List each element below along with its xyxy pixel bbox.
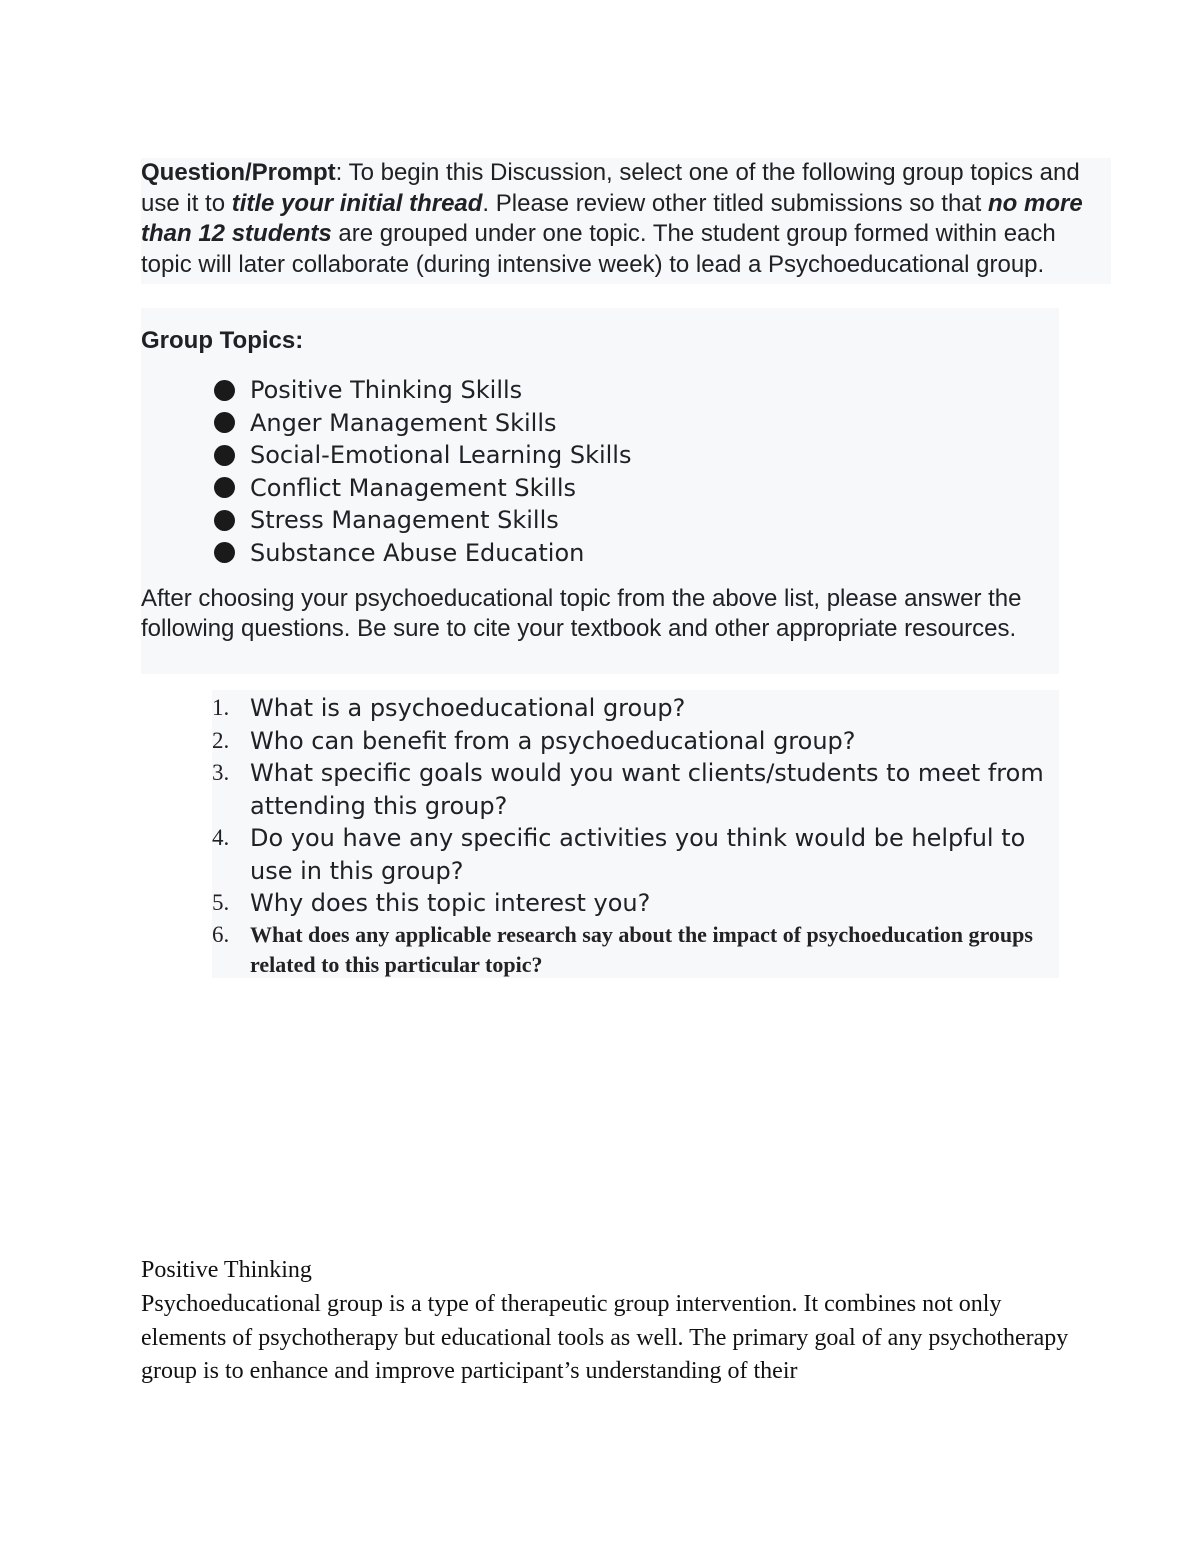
bullet-icon [214,510,235,531]
list-item [212,757,1062,822]
bullet-icon [214,477,235,498]
answer-heading: Positive Thinking [141,1257,312,1283]
prompt-text: To begin this Discussion, select one of the following group topics and use it to [141,159,1080,217]
topic-label: Stress Management Skills [250,506,559,534]
list-item [212,822,1062,887]
list-item [214,439,631,472]
question-number: 5. [212,890,230,915]
prompt-section [141,158,1111,284]
topic-label: Conflict Management Skills [250,473,577,502]
prompt-separator: : [335,159,349,186]
list-item [214,407,631,440]
topic-label: Positive Thinking Skills [250,376,523,404]
list-item [214,374,631,407]
topic-list [214,374,631,569]
prompt-emphasis: no more than 12 students [141,189,1083,247]
prompt-label: Question/Prompt [141,159,336,186]
answer-body: Psychoeducational group is a type of therapeutic group intervention. It combines not only elements of psychotherapy but educational tools as well. The primary goal of any psychotherapy group is to enhance and improve participant’s understanding of their [141,1291,1069,1384]
prompt-text: . Please review other titled submissions so that [482,189,988,217]
question-text: What does any applicable research say about the impact of psychoeducation groups related to this particular topic? [250,921,1033,977]
question-text: Who can benefit from a psychoeducational group? [250,726,856,755]
topics-heading: Group Topics: [141,327,304,354]
topic-label: Anger Management Skills [250,408,557,437]
topic-label: Social-Emotional Learning Skills [250,441,632,469]
question-number: 3. [212,760,230,785]
question-text: Do you have any specific activities you think would be helpful to use in this group? [250,824,1026,885]
bullet-icon [214,412,235,433]
list-item [214,537,631,570]
list-item [212,725,1062,758]
prompt-emphasis: title your initial thread [231,189,483,217]
bullet-icon [214,380,235,401]
question-text: What is a psychoeducational group? [250,694,686,722]
question-number: 2. [212,727,230,753]
question-text: Why does this topic interest you? [250,889,651,917]
list-item [212,692,1062,725]
topic-label: Substance Abuse Education [250,538,585,567]
list-item [212,920,1062,980]
bullet-icon [214,445,235,466]
question-number: 1. [212,695,230,720]
question-number: 4. [212,825,230,850]
question-number: 6. [212,921,230,947]
bullet-icon [214,542,235,563]
instructions-paragraph: After choosing your psychoeducational topic from the above list, please answer the following questions. Be sure to cite your textbook and other appropriate resources. [141,585,1022,642]
list-item [214,504,631,537]
question-text: What specific goals would you want clients/students to meet from attending this group? [250,759,1044,820]
prompt-text: are grouped under one topic. The student group formed within each topic will later collaborate (during intensive week) to lead a Psychoeducational group. [141,220,1056,278]
question-list [212,692,1062,980]
prompt-paragraph [141,158,1111,284]
list-item [214,472,631,505]
list-item [212,887,1062,920]
